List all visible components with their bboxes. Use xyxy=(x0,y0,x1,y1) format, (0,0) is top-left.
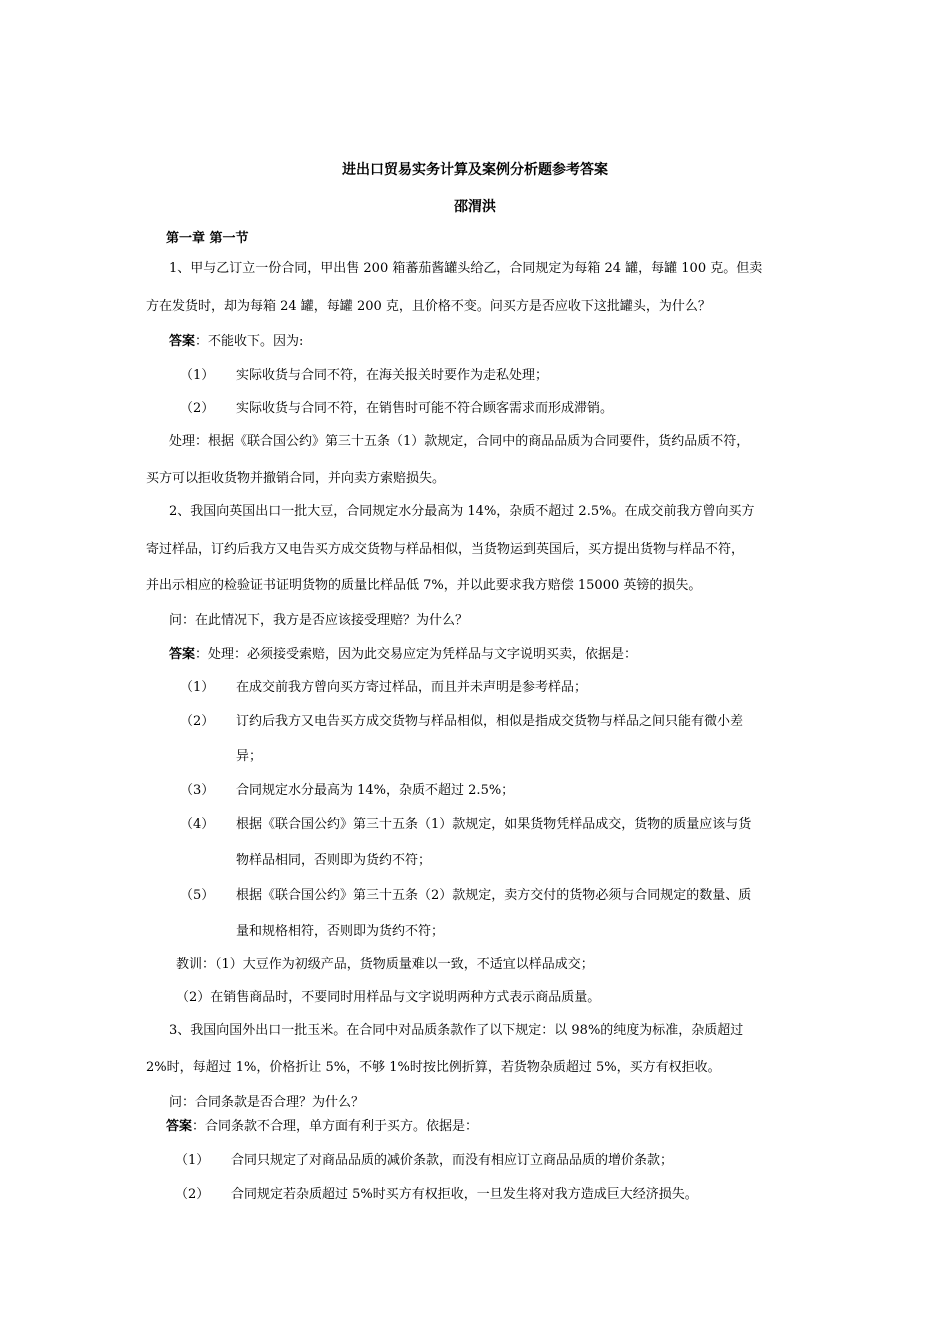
q2-answer xyxy=(169,645,637,665)
q3-item-2-number: （2） xyxy=(175,1187,210,1202)
q1-answer-text: ：不能收下。因为: xyxy=(195,334,304,349)
q2-item-5-text: 根据《联合国公约》第三十五条（2）款规定，卖方交付的货物必须与合同规定的数量、质 xyxy=(236,888,752,903)
q2-item-4-text-cont: 物样品相同，否则即为货约不符； xyxy=(236,853,432,868)
q2-question: 问：在此情况下，我方是否应该接受理赔？为什么？ xyxy=(169,613,469,628)
document-author: 邵渭洪 xyxy=(454,199,496,215)
q1-item-2-number: （2） xyxy=(180,401,215,416)
q3-line-1: 3、我国向国外出口一批玉米。在合同中对品质条款作了以下规定：以 98%的纯度为标准，杂质超过 xyxy=(169,1023,744,1038)
q3-item-2-text: 合同规定若杂质超过 5%时买方有权拒收，一旦发生将对我方造成巨大经济损失。 xyxy=(231,1187,698,1202)
q2-item-2-text-cont: 异； xyxy=(236,749,263,764)
q2-item-4-number: （4） xyxy=(180,817,215,832)
q2-item-4-text: 根据《联合国公约》第三十五条（1）款规定，如果货物凭样品成交，货物的质量应该与货 xyxy=(236,817,752,832)
q3-answer xyxy=(166,1117,478,1137)
q3-question: 问：合同条款是否合理？为什么？ xyxy=(169,1095,365,1110)
q3-line-2: 2%时，每超过 1%，价格折让 5%，不够 1%时按比例折算，若货物杂质超过 5%，买方有权拒收。 xyxy=(146,1060,721,1075)
q3-item-1-number: （1） xyxy=(175,1153,210,1168)
q2-line-2: 寄过样品，订约后我方又电告买方成交货物与样品相似，当货物运到英国后，买方提出货物与样品不符， xyxy=(146,542,745,557)
q2-item-1-text: 在成交前我方曾向买方寄过样品，而且并未声明是参考样品； xyxy=(236,680,588,695)
q2-answer-text: ：处理：必须接受索赔，因为此交易应定为凭样品与文字说明买卖，依据是： xyxy=(195,647,638,662)
q1-answer xyxy=(169,332,303,352)
q2-item-2-number: （2） xyxy=(180,714,215,729)
chapter-heading: 第一章 第一节 xyxy=(166,231,249,246)
q1-line-2: 方在发货时，却为每箱 24 罐，每罐 200 克，且价格不变。问买方是否应收下这批罐头，为什么？ xyxy=(146,299,711,314)
document-title: 进出口贸易实务计算及案例分析题参考答案 xyxy=(342,162,608,178)
q2-item-2-text: 订约后我方又电告买方成交货物与样品相似，相似是指成交货物与样品之间只能有微小差 xyxy=(236,714,744,729)
q2-item-3-text: 合同规定水分最高为 14%，杂质不超过 2.5%； xyxy=(236,783,515,798)
q2-lesson-1: 教训：（1）大豆作为初级产品，货物质量难以一致，不适宜以样品成交； xyxy=(176,957,594,972)
q1-line-1: 1、甲与乙订立一份合同，甲出售 200 箱蕃茄酱罐头给乙，合同规定为每箱 24 罐，每罐 100 克。但卖 xyxy=(169,261,763,276)
q2-item-1-number: （1） xyxy=(180,680,215,695)
answer-label: 答案 xyxy=(166,1119,193,1134)
q2-line-1: 2、我国向英国出口一批大豆，合同规定水分最高为 14%，杂质不超过 2.5%。在成交前我方曾向买方 xyxy=(169,504,755,519)
answer-label: 答案 xyxy=(169,647,196,662)
q2-lesson-2: （2）在销售商品时，不要同时用样品与文字说明两种方式表示商品质量。 xyxy=(176,990,601,1005)
q2-line-3: 并出示相应的检验证书证明货物的质量比样品低 7%，并以此要求我方赔偿 15000 英镑的损失。 xyxy=(146,578,702,593)
q2-item-5-number: （5） xyxy=(180,888,215,903)
q1-item-2-text: 实际收货与合同不符，在销售时可能不符合顾客需求而形成滞销。 xyxy=(236,401,614,416)
q2-item-5-text-cont: 量和规格相符，否则即为货约不符； xyxy=(236,924,445,939)
q1-item-1-text: 实际收货与合同不符，在海关报关时要作为走私处理； xyxy=(236,368,549,383)
answer-label: 答案 xyxy=(169,334,196,349)
q3-answer-text: ：合同条款不合理，单方面有利于买方。依据是： xyxy=(192,1119,479,1134)
q2-item-3-number: （3） xyxy=(180,783,215,798)
q1-handling-1: 处理：根据《联合国公约》第三十五条（1）款规定，合同中的商品品质为合同要件，货约品质不符， xyxy=(169,434,750,449)
q3-item-1-text: 合同只规定了对商品品质的减价条款，而没有相应订立商品品质的增价条款； xyxy=(231,1153,674,1168)
q1-handling-2: 买方可以拒收货物并撤销合同，并向卖方索赔损失。 xyxy=(146,471,446,486)
q1-item-1-number: （1） xyxy=(180,368,215,383)
